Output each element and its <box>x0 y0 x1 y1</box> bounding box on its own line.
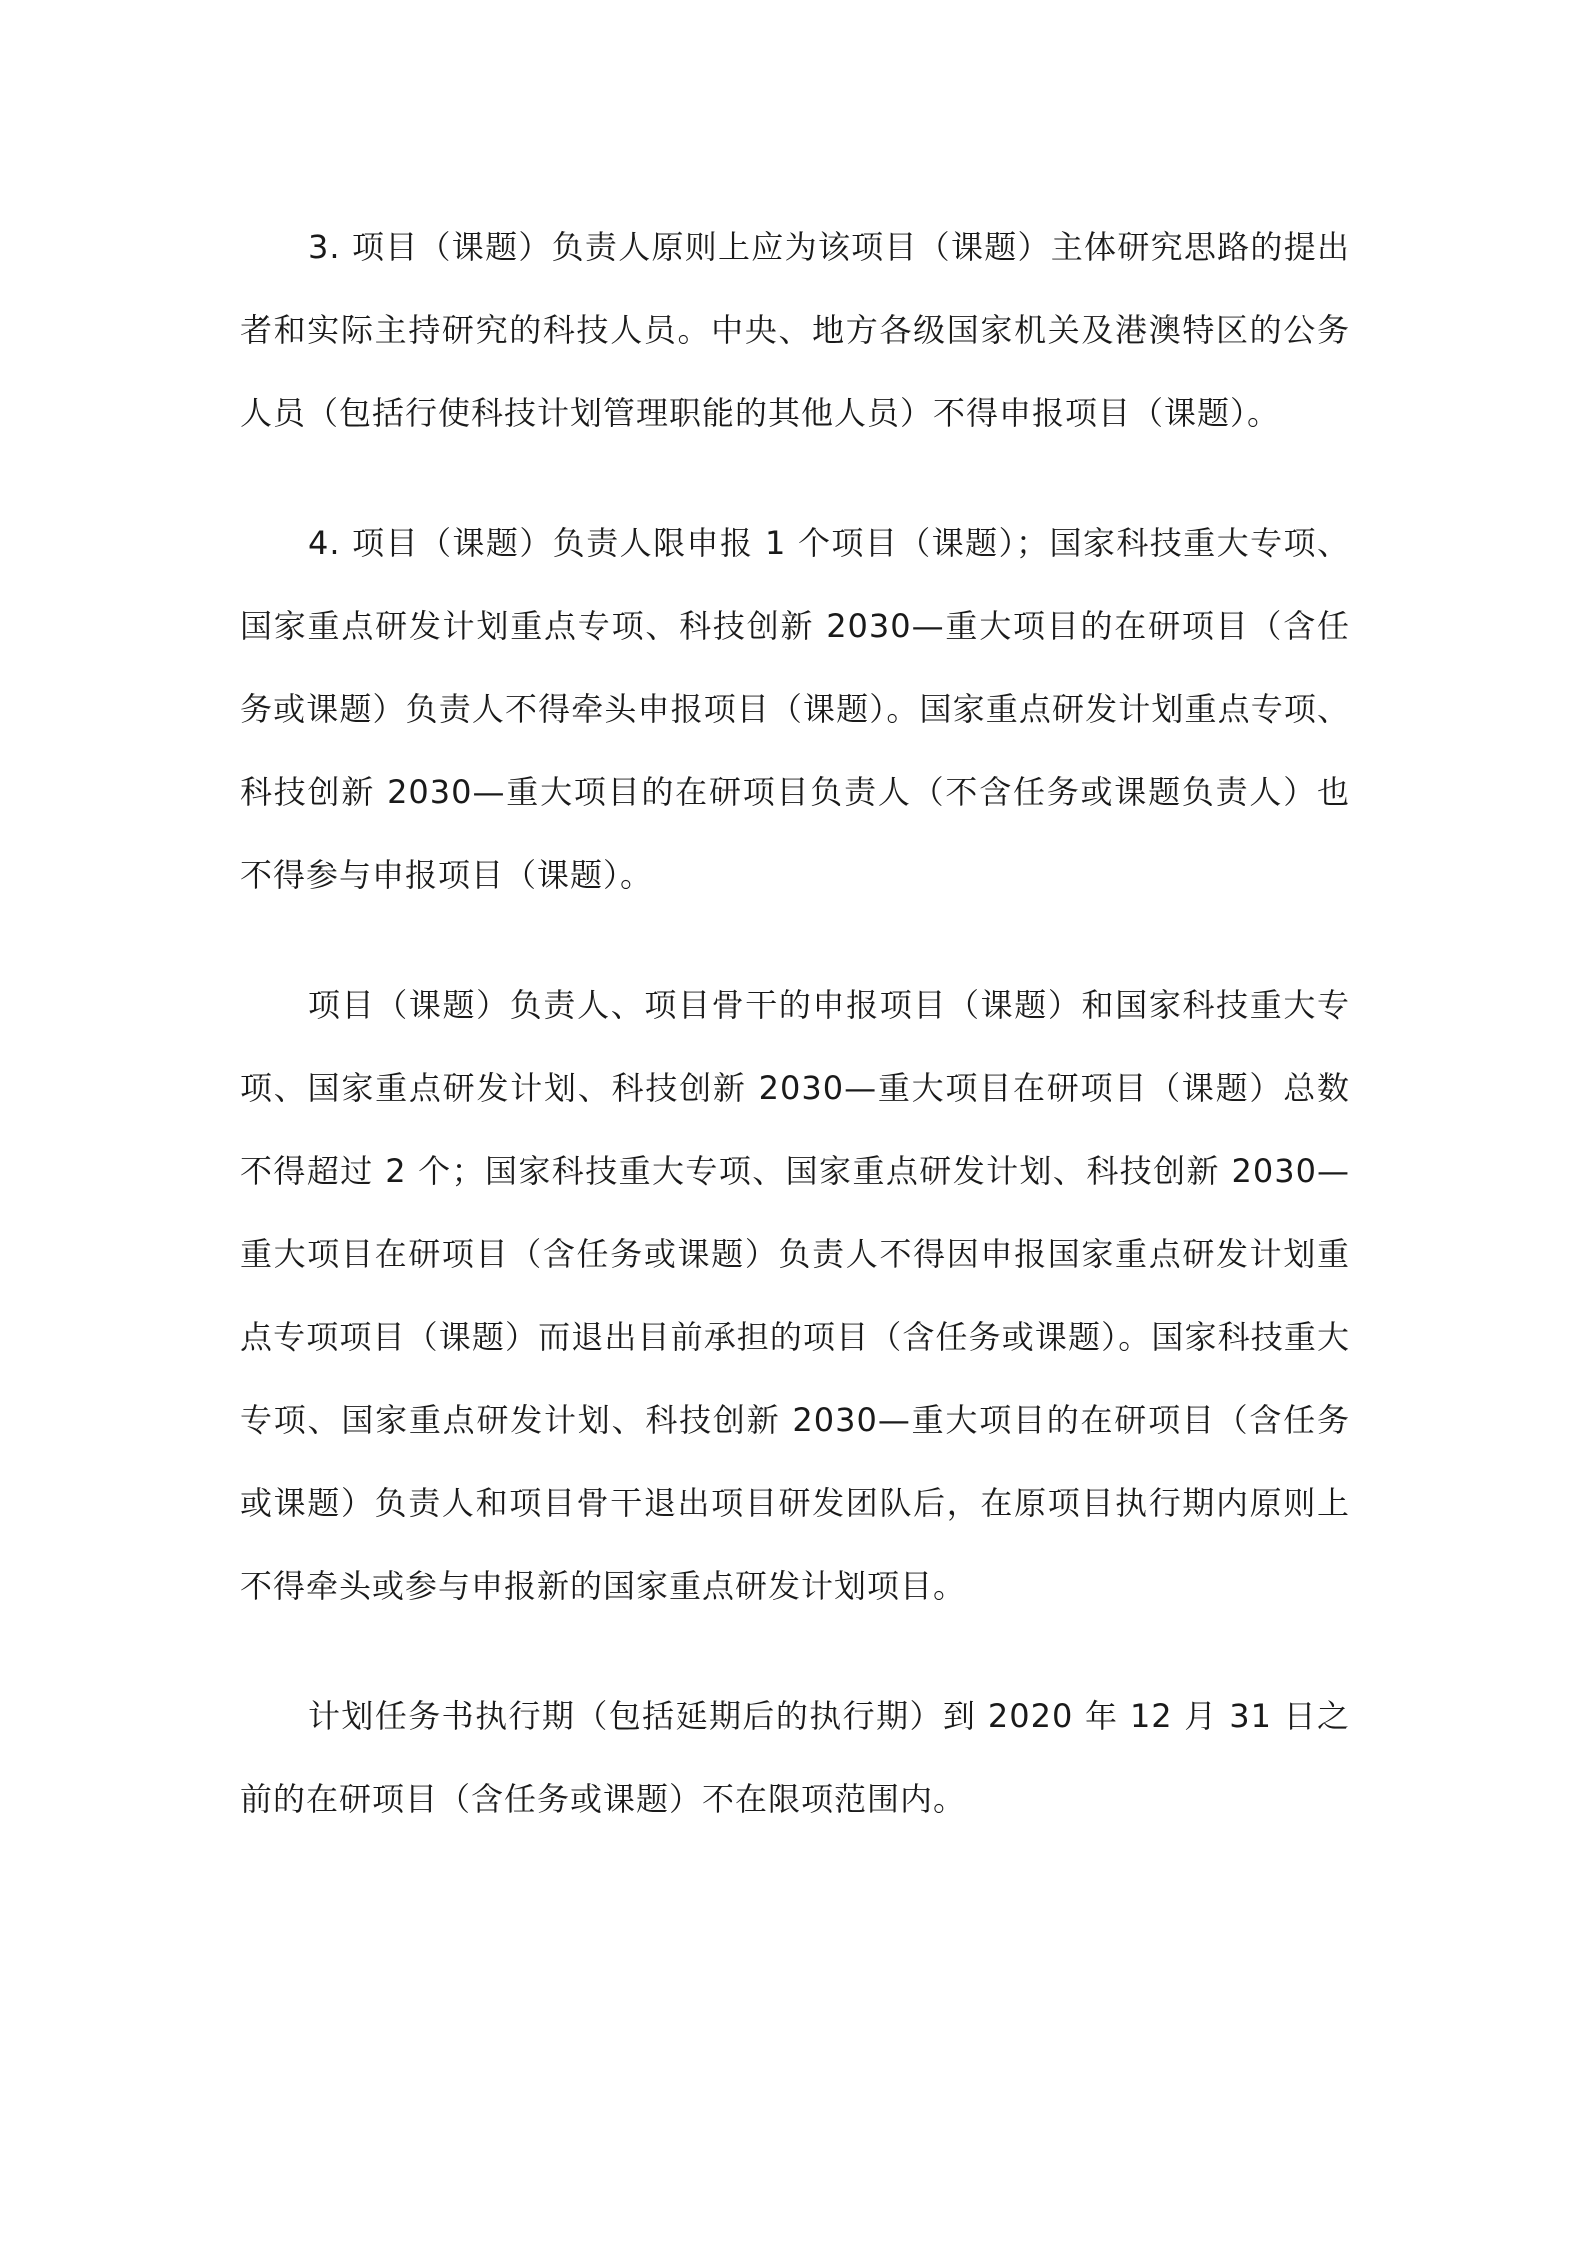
paragraph-item-3-principal-investigator-eligibility: 3. 项目（课题）负责人原则上应为该项目（课题）主体研究思路的提出者和实际主持研究的科技人员。中央、地方各级国家机关及港澳特区的公务人员（包括行使科技计划管理职能的其他人员）不得申报项目（课题）。 <box>240 228 1350 432</box>
paragraph-item-4-application-limit: 4. 项目（课题）负责人限申报 1 个项目（课题）；国家科技重大专项、国家重点研发计划重点专项、科技创新 2030—重大项目的在研项目（含任务或课题）负责人不得牵头申报项目（课题）。国家重点研发计划重点专项、科技创新 2030—重大项目的在研项目负责人（不含任务或课题负责人）也不得参与申报项目（课题）。 <box>240 524 1350 894</box>
paragraph-execution-period-exemption: 计划任务书执行期（包括延期后的执行期）到 2020 年 12 月 31 日之前的在研项目（含任务或课题）不在限项范围内。 <box>240 1697 1350 1818</box>
paragraph-project-count-limit: 项目（课题）负责人、项目骨干的申报项目（课题）和国家科技重大专项、国家重点研发计划、科技创新 2030—重大项目在研项目（课题）总数不得超过 2 个；国家科技重大专项、国家重点研发计划、科技创新 2030—重大项目在研项目（含任务或课题）负责人不得因申报国家重点研发计划重点专项项目（课题）而退出目前承担的项目（含任务或课题）。国家科技重大专项、国家重点研发计划、科技创新 2030—重大项目的在研项目（含任务或课题）负责人和项目骨干退出项目研发团队后，在原项目执行期内原则上不得牵头或参与申报新的国家重点研发计划项目。 <box>240 986 1350 1605</box>
document-page <box>240 206 1350 1841</box>
